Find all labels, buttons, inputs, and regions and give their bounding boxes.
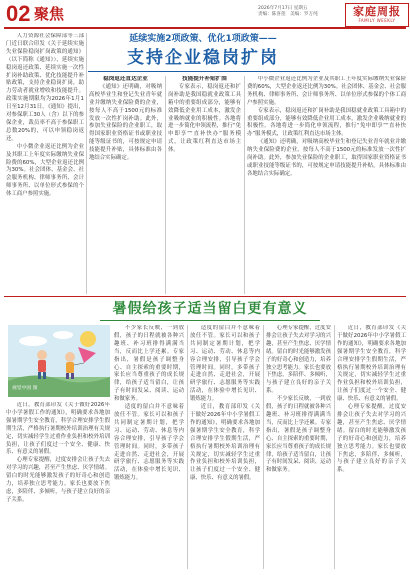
article2-column-2 — [190, 325, 260, 569]
page-number: 02 — [6, 1, 31, 26]
article2-paragraph: 近日，教育部印发《关于做好2026年中小学暑假工作的通知》，明确要求各地加强暑期学生安全教育，科学合理安排学生假期生活，严格执行暑期校外培训治理有关规定，切实减轻学生过重作业负担和校外培训负担，让孩子们度过一个安全、健康、快乐、有意义的暑假。 — [6, 402, 110, 456]
column-rule — [334, 325, 335, 569]
article2-paragraph: 不少家长反映，一到放假，孩子的日程就被各种兴趣班、补习班排得满满当当，反而比上学还累。专家指出，暑假是孩子调整身心、自主探索的重要时期，家长应当尊重孩子的成长规律，给孩子适当留白，让孩子有时间发呆、阅读、运动和做家务。 — [266, 396, 331, 474]
article1-column-1 — [6, 33, 84, 294]
article2-column-4 — [337, 325, 406, 569]
column-rule — [244, 76, 245, 294]
article1-paragraph: 《通知》还明确，对吸纳高校毕业生和登记失业青年就业并缴纳失业保险费的企业，按每人不高于1500元的标准发放一次性扩岗补助。此外，参加失业保险的企业职工，取得国家职业资格证书或职业技能等级证书的，可按规定申请技能提升补贴，具体标准由各地结合实际确定。 — [247, 139, 406, 177]
illustration-credit: 视觉中国 图 — [12, 386, 38, 391]
article1-subhead: 技能提升补贴扩围 — [182, 76, 227, 82]
article2-paragraph: 心理专家提醒，过度安排会让孩子失去对学习的兴趣，甚至产生焦虑、厌学情绪。留白的时光能够激发孩子的好奇心和创造力，培养独立思考能力。家长也要放下焦虑，多陪伴、多倾听，与孩子建立良好的亲子关系。 — [337, 404, 406, 474]
article1-paragraph: 中小微企业返还比例为企业及其职工上年度实际缴纳失业保险费的60%，大型企业返还比例为30%。社会团体、基金会、社会服务机构、律师事务所、会计师事务所、以单位形式参保的个体工商户参照实施。 — [6, 143, 84, 198]
article2-column-lead — [6, 402, 110, 569]
pub-date: 2026年7月17日 星期五 — [258, 6, 308, 11]
masthead-logo — [345, 3, 409, 27]
logo-title: 家庭周报 — [353, 5, 401, 18]
section-title: 聚焦 — [34, 5, 65, 23]
column-rule — [86, 33, 87, 294]
section-divider — [4, 296, 406, 297]
article2-column-1 — [114, 325, 184, 569]
article1-paragraph: 专家表示，稳岗返还和扩岗补助是我国稳就业政策工具箱中的重要组成部分，能够有效降低企业用工成本，激发企业吸纳就业的积极性。各地将进一步简化申领流程，推行“免申即享”“直补快办”服务模式，让政策红利直达市场主体。 — [168, 83, 241, 154]
column-rule — [187, 325, 188, 569]
article2-paragraph: 不少家长反映，一到放假，孩子的日程就被各种兴趣班、补习班排得满满当当，反而比上学还累。专家指出，暑假是孩子调整身心、自主探索的重要时期，家长应当尊重孩子的成长规律，给孩子适当留白，让孩子有时间发呆、阅读、运动和做家务。 — [114, 325, 184, 403]
column-rule — [263, 325, 264, 569]
article1-paragraph: 人力资源社会保障部等三部门近日联合印发《关于延续实施失业保险稳岗扩岗政策的通知》（以下简称《通知》），延续实施稳岗返还政策、延续实施一次性扩岗补助政策、优化技能提升补贴政策，支持企业稳岗扩岗，助力劳动者就业增收和技能提升。政策实施期限均为2026年1月1日至12月31日。《通知》提出，对参保职工30人（含）以下的参保企业，裁员率不高于参保职工总数20%的，可以申领稳岗返还。 — [6, 33, 84, 142]
article1-column-2 — [89, 76, 162, 294]
article1-paragraph: 中小微企业返还比例为企业及其职工上年度实际缴纳失业保险费的60%，大型企业返还比例为30%。社会团体、基金会、社会服务机构、律师事务所、会计师事务所、以单位形式参保的个体工商户参照实施。 — [247, 76, 406, 106]
article2-paragraph: 适度的留白并不意味着放任不管。家长可以和孩子共同制定暑期计划，把学习、运动、劳动、休息等内容合理安排，引导孩子学会管理时间。同时，多带孩子走进自然、走进社会，开展研学旅行、志愿服务等实践活动，在体验中增长见识、锻炼能力。 — [190, 325, 260, 403]
article1-column-3 — [168, 76, 241, 294]
article1-column-4 — [247, 76, 406, 294]
article1-headline: 支持企业稳岗扩岗 — [127, 48, 279, 68]
logo-subtitle: FAMILY WEEKLY — [358, 18, 396, 23]
article1-kicker: 延续实施2项政策、优化1项政策—— — [129, 34, 277, 44]
article2-paragraph: 适度的留白并不意味着放任不管。家长可以和孩子共同制定暑期计划，把学习、运动、劳动、休息等内容合理安排，引导孩子学会管理时间。同时，多带孩子走进自然、走进社会，开展研学旅行、志愿服务等实践活动，在体验中增长见识、锻炼能力。 — [114, 404, 184, 482]
article1-paragraph: 专家表示，稳岗返还和扩岗补助是我国稳就业政策工具箱中的重要组成部分，能够有效降低企业用工成本，激发企业吸纳就业的积极性。各地将进一步简化申领流程，推行“免申即享”“直补快办”服务模式，让政策红利直达市场主体。 — [247, 107, 406, 138]
headline-rule — [100, 320, 320, 321]
article1-subhead: 稳岗返还直达企业 — [103, 76, 148, 82]
editors: 责编：陈喜莲 美编：罗万纯 — [258, 12, 318, 17]
article2-headline: 暑假给孩子适当留白更有意义 — [112, 301, 308, 317]
article2-column-3 — [266, 325, 331, 569]
publication-info — [258, 6, 342, 18]
article2-paragraph: 近日，教育部印发《关于做好2026年中小学暑假工作的通知》，明确要求各地加强暑期学生安全教育，科学合理安排学生假期生活，严格执行暑期校外培训治理有关规定，切实减轻学生过重作业负担和校外培训负担，让孩子们度过一个安全、健康、快乐、有意义的暑假。 — [190, 404, 260, 482]
column-rule — [165, 76, 166, 294]
article1-paragraph: 《通知》还明确，对吸纳高校毕业生和登记失业青年就业并缴纳失业保险费的企业，按每人不高于1500元的标准发放一次性扩岗补助。此外，参加失业保险的企业职工，取得国家职业资格证书或职业技能等级证书的，可按规定申请技能提升补贴，具体标准由各地结合实际确定。 — [89, 83, 162, 162]
article2-paragraph: 心理专家提醒，过度安排会让孩子失去对学习的兴趣，甚至产生焦虑、厌学情绪。留白的时光能够激发孩子的好奇心和创造力，培养独立思考能力。家长也要放下焦虑，多陪伴、多倾听，与孩子建立良好的亲子关系。 — [6, 457, 110, 503]
header-rule — [4, 27, 406, 29]
headline-rule — [88, 71, 320, 72]
article2-paragraph: 近日，教育部印发《关于做好2026年中小学暑假工作的通知》，明确要求各地加强暑期学生安全教育，科学合理安排学生假期生活，严格执行暑期校外培训治理有关规定，切实减轻学生过重作业负担和校外培训负担，让孩子们度过一个安全、健康、快乐、有意义的暑假。 — [337, 325, 406, 403]
article2-paragraph: 心理专家提醒，过度安排会让孩子失去对学习的兴趣，甚至产生焦虑、厌学情绪。留白的时光能够激发孩子的好奇心和创造力，培养独立思考能力。家长也要放下焦虑，多陪伴、多倾听，与孩子建立良好的亲子关系。 — [266, 325, 331, 395]
page-header — [0, 0, 410, 28]
